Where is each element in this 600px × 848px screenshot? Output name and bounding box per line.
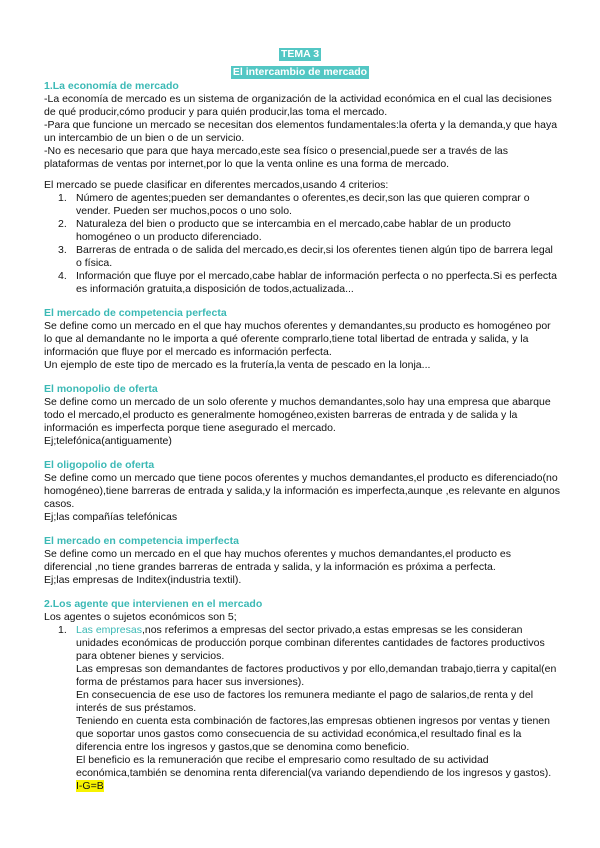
section-heading: 1.La economía de mercado — [44, 80, 179, 92]
highlighted-term: Las empresas — [76, 624, 142, 636]
topic-number: TEMA 3 — [280, 48, 320, 60]
subsection-heading: El mercado en competencia imperfecta — [44, 535, 239, 547]
agents-list — [44, 624, 560, 793]
list-item: 1. Las empresas,nos referimos a empresas del sector privado,a estas empresas se les consideran unidades económicas de producción porque combinan diferentes cantidades de factores productivos para obtener bienes y servicios. Las empresas son demandantes de factores productivos y por ello,demandan trabajo,tierra y capital(en forma de préstamos para hacer sus inversiones). En consecuencia de ese uso de factores los remunera mediante el pago de salarios,de renta y del interés de sus préstamos. Teniendo en cuenta esta combinación de factores,las empresas obtienen ingresos por ventas y tienen que soportar unos gastos como consecuencia de su actividad económica,el resultado final es la diferencia entre los ingresos y gastos,que se denomina como beneficio. El beneficio es la remuneración que recibe el empresario como resultado de su actividad económica,también se denomina renta diferencial(va variando dependiendo de los ingresos y gastos). I-G=B — [58, 624, 560, 793]
list-item: 4. Información que fluye por el mercado,cabe hablar de información perfecta o no pperfecta.Si es perfecta es información gratuita,a disposición de todos,actualizada... — [58, 270, 557, 295]
paragraph: El beneficio es la remuneración que recibe el empresario como resultado de su actividad económica,también se denomina renta diferencial(va variando dependiendo de los ingresos y gastos). I-G=B — [76, 754, 552, 792]
example-text: Ej;las compañías telefónicas — [44, 511, 178, 523]
paragraph: Las empresas son demandantes de factores productivos y por ello,demandan trabajo,tierra y capital(en forma de préstamos para hacer sus inversiones). — [76, 663, 557, 688]
example-text: Ej;las empresas de Inditex(industria textil). — [44, 574, 242, 586]
criteria-intro: El mercado se puede clasificar en diferentes mercados,usando 4 criterios: — [44, 179, 389, 191]
paragraph: En consecuencia de ese uso de factores los remunera mediante el pago de salarios,de renta y del interés de sus préstamos. — [76, 689, 534, 714]
subsection-heading: El mercado de competencia perfecta — [44, 307, 227, 319]
subsection-heading: El oligopolio de oferta — [44, 459, 155, 471]
paragraph: Se define como un mercado que tiene pocos oferentes y muchos demandantes,el producto es diferenciado(no homogéneo),tiene barreras de entrada y salida,y la información es imperfecta,aunque ,es relevante en algunos casos. — [44, 472, 560, 510]
list-item: 1. Número de agentes;pueden ser demandantes o oferentes,es decir,son las que quieren comprar o vender. Pueden ser muchos,pocos o uno solo. — [58, 192, 530, 217]
paragraph: Se define como un mercado de un solo oferente y muchos demandantes,solo hay una empresa que abarque todo el mercado,el producto es generalmente homogéneo,existen barreras de entrada y de salida y la información es imperfecta porque tiene asegurado el mercado. — [44, 396, 551, 434]
paragraph: Los agentes o sujetos económicos son 5; — [44, 611, 237, 623]
document-body — [44, 80, 560, 793]
subsection-heading: El monopolio de oferta — [44, 383, 158, 395]
list-item: 2. Naturaleza del bien o producto que se intercambia en el mercado,cabe hablar de un producto homogéneo o un producto diferenciado. — [58, 218, 511, 243]
criteria-list — [44, 192, 560, 296]
example-text: Un ejemplo de este tipo de mercado es la frutería,la venta de pescado en la lonja... — [44, 359, 431, 371]
topic-title: El intercambio de mercado — [232, 66, 368, 78]
paragraph: Teniendo en cuenta esta combinación de factores,las empresas obtienen ingresos por ventas y tienen que soportar unos gastos como consecuencia de su actividad económica,el resultado final es la diferencia entre los ingresos y gastos,que se denomina como beneficio. — [76, 715, 550, 753]
paragraph: -No es necesario que para que haya mercado,este sea físico o presencial,puede ser a través de las plataformas de ventas por internet,por lo que la venta online es una forma de mercado. — [44, 145, 509, 170]
paragraph: -La economía de mercado es un sistema de organización de la actividad económica en el cual las decisiones de qué producir,cómo producir y para quién producir,las toma el mercado. — [44, 93, 552, 118]
formula-highlight: I-G=B — [76, 780, 104, 792]
paragraph: Se define como un mercado en el que hay muchos oferentes y muchos demandantes,el producto es diferencial ,no tiene grandes barreras de entrada y salida, y la información es próxima a perfecta. — [44, 548, 511, 573]
paragraph: -Para que funcione un mercado se necesitan dos elementos fundamentales:la oferta y la demanda,y que haya un intercambio de un bien o de un servicio. — [44, 119, 558, 144]
paragraph: Se define como un mercado en el que hay muchos oferentes y demandantes,su producto es homogéneo por lo que al demandante no le importa a qué oferente comprarlo,tiene total libertad de entrada y salida, y la información que fluye por el mercado es información perfecta. — [44, 320, 551, 358]
list-item: 3. Barreras de entrada o de salida del mercado,es decir,si los oferentes tienen algún tipo de barrera legal o física. — [58, 244, 553, 269]
example-text: Ej;telefónica(antiguamente) — [44, 435, 172, 447]
title-block — [0, 44, 600, 80]
section-heading: 2.Los agente que intervienen en el mercado — [44, 598, 263, 610]
